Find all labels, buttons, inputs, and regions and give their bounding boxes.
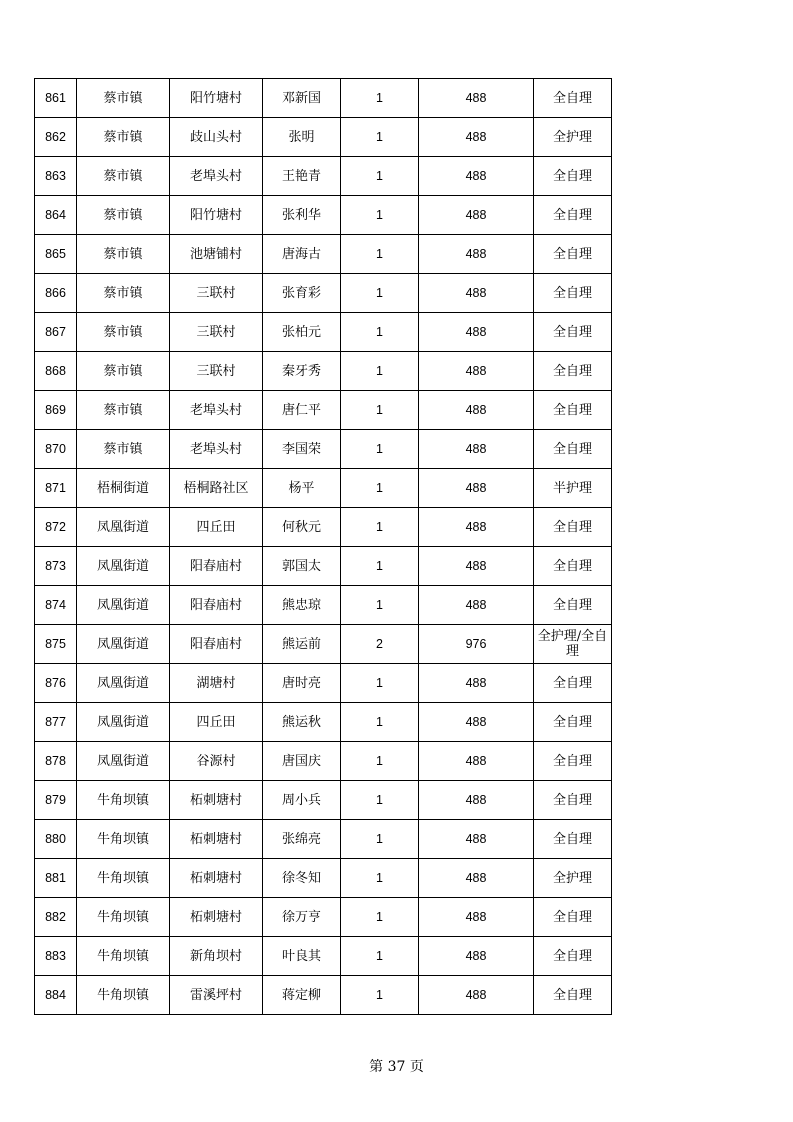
cell-village: 四丘田 xyxy=(170,703,263,742)
cell-serial-number: 874 xyxy=(35,586,77,625)
cell-village: 老埠头村 xyxy=(170,157,263,196)
cell-serial-number: 872 xyxy=(35,508,77,547)
cell-serial-number: 880 xyxy=(35,820,77,859)
cell-village: 梧桐路社区 xyxy=(170,469,263,508)
table-row xyxy=(35,625,612,664)
cell-care-level: 全护理 xyxy=(534,118,612,157)
cell-town: 牛角坝镇 xyxy=(77,937,170,976)
cell-village: 新角坝村 xyxy=(170,937,263,976)
cell-serial-number: 869 xyxy=(35,391,77,430)
cell-care-level: 全自理 xyxy=(534,157,612,196)
cell-person-name: 熊运前 xyxy=(263,625,341,664)
cell-village: 阳竹塘村 xyxy=(170,196,263,235)
cell-amount: 488 xyxy=(419,469,534,508)
cell-town: 牛角坝镇 xyxy=(77,781,170,820)
cell-count: 1 xyxy=(341,820,419,859)
cell-town: 牛角坝镇 xyxy=(77,976,170,1015)
cell-person-name: 周小兵 xyxy=(263,781,341,820)
table-row xyxy=(35,352,612,391)
cell-care-level: 全自理 xyxy=(534,820,612,859)
cell-count: 1 xyxy=(341,976,419,1015)
cell-village: 三联村 xyxy=(170,274,263,313)
table-row xyxy=(35,820,612,859)
cell-village: 柘刺塘村 xyxy=(170,781,263,820)
cell-person-name: 张明 xyxy=(263,118,341,157)
cell-serial-number: 867 xyxy=(35,313,77,352)
cell-person-name: 张柏元 xyxy=(263,313,341,352)
cell-serial-number: 871 xyxy=(35,469,77,508)
cell-amount: 488 xyxy=(419,976,534,1015)
cell-care-level: 全自理 xyxy=(534,664,612,703)
cell-person-name: 李国荣 xyxy=(263,430,341,469)
cell-care-level: 半护理 xyxy=(534,469,612,508)
cell-person-name: 唐海古 xyxy=(263,235,341,274)
cell-amount: 488 xyxy=(419,118,534,157)
table-row xyxy=(35,859,612,898)
cell-village: 三联村 xyxy=(170,352,263,391)
cell-count: 1 xyxy=(341,469,419,508)
table-row xyxy=(35,118,612,157)
cell-person-name: 王艳青 xyxy=(263,157,341,196)
cell-care-level: 全自理 xyxy=(534,703,612,742)
cell-village: 柘刺塘村 xyxy=(170,820,263,859)
cell-amount: 488 xyxy=(419,820,534,859)
cell-amount: 488 xyxy=(419,937,534,976)
cell-care-level: 全自理 xyxy=(534,781,612,820)
cell-amount: 488 xyxy=(419,508,534,547)
cell-person-name: 何秋元 xyxy=(263,508,341,547)
cell-town: 蔡市镇 xyxy=(77,79,170,118)
cell-count: 1 xyxy=(341,937,419,976)
data-table-wrapper xyxy=(34,78,612,1015)
cell-serial-number: 862 xyxy=(35,118,77,157)
cell-town: 蔡市镇 xyxy=(77,430,170,469)
cell-village: 阳竹塘村 xyxy=(170,79,263,118)
cell-amount: 488 xyxy=(419,79,534,118)
table-row xyxy=(35,79,612,118)
cell-town: 蔡市镇 xyxy=(77,274,170,313)
cell-person-name: 蒋定柳 xyxy=(263,976,341,1015)
cell-amount: 976 xyxy=(419,625,534,664)
cell-serial-number: 879 xyxy=(35,781,77,820)
cell-count: 1 xyxy=(341,781,419,820)
cell-care-level: 全自理 xyxy=(534,313,612,352)
cell-town: 蔡市镇 xyxy=(77,235,170,274)
cell-town: 蔡市镇 xyxy=(77,391,170,430)
table-row xyxy=(35,742,612,781)
cell-town: 蔡市镇 xyxy=(77,352,170,391)
cell-amount: 488 xyxy=(419,235,534,274)
cell-serial-number: 866 xyxy=(35,274,77,313)
cell-village: 阳春庙村 xyxy=(170,586,263,625)
cell-amount: 488 xyxy=(419,781,534,820)
cell-count: 1 xyxy=(341,586,419,625)
cell-town: 凤凰街道 xyxy=(77,547,170,586)
cell-village: 柘刺塘村 xyxy=(170,898,263,937)
cell-person-name: 张育彩 xyxy=(263,274,341,313)
cell-serial-number: 865 xyxy=(35,235,77,274)
cell-serial-number: 882 xyxy=(35,898,77,937)
cell-village: 阳春庙村 xyxy=(170,625,263,664)
cell-amount: 488 xyxy=(419,859,534,898)
cell-town: 凤凰街道 xyxy=(77,508,170,547)
cell-village: 阳春庙村 xyxy=(170,547,263,586)
table-row xyxy=(35,196,612,235)
cell-village: 老埠头村 xyxy=(170,391,263,430)
cell-care-level: 全自理 xyxy=(534,196,612,235)
cell-count: 1 xyxy=(341,664,419,703)
cell-amount: 488 xyxy=(419,274,534,313)
cell-town: 蔡市镇 xyxy=(77,157,170,196)
cell-village: 池塘铺村 xyxy=(170,235,263,274)
cell-count: 1 xyxy=(341,430,419,469)
table-row xyxy=(35,313,612,352)
cell-town: 梧桐街道 xyxy=(77,469,170,508)
cell-serial-number: 876 xyxy=(35,664,77,703)
cell-village: 歧山头村 xyxy=(170,118,263,157)
cell-person-name: 熊运秋 xyxy=(263,703,341,742)
cell-serial-number: 883 xyxy=(35,937,77,976)
cell-amount: 488 xyxy=(419,391,534,430)
cell-person-name: 郭国太 xyxy=(263,547,341,586)
cell-care-level: 全自理 xyxy=(534,235,612,274)
cell-person-name: 徐万亨 xyxy=(263,898,341,937)
cell-count: 1 xyxy=(341,79,419,118)
cell-town: 凤凰街道 xyxy=(77,586,170,625)
cell-village: 谷源村 xyxy=(170,742,263,781)
cell-serial-number: 861 xyxy=(35,79,77,118)
cell-count: 1 xyxy=(341,313,419,352)
cell-amount: 488 xyxy=(419,742,534,781)
cell-amount: 488 xyxy=(419,898,534,937)
cell-town: 凤凰街道 xyxy=(77,664,170,703)
cell-amount: 488 xyxy=(419,430,534,469)
table-row xyxy=(35,391,612,430)
table-row xyxy=(35,508,612,547)
table-row xyxy=(35,157,612,196)
table-row xyxy=(35,937,612,976)
cell-serial-number: 877 xyxy=(35,703,77,742)
table-row xyxy=(35,430,612,469)
cell-care-level: 全自理 xyxy=(534,79,612,118)
cell-village: 四丘田 xyxy=(170,508,263,547)
cell-town: 凤凰街道 xyxy=(77,625,170,664)
cell-person-name: 叶良其 xyxy=(263,937,341,976)
table-row xyxy=(35,469,612,508)
cell-person-name: 唐仁平 xyxy=(263,391,341,430)
cell-count: 1 xyxy=(341,742,419,781)
cell-town: 蔡市镇 xyxy=(77,118,170,157)
cell-count: 1 xyxy=(341,508,419,547)
cell-count: 1 xyxy=(341,391,419,430)
table-row xyxy=(35,781,612,820)
cell-care-level: 全自理 xyxy=(534,547,612,586)
cell-care-level: 全护理/全自理 xyxy=(534,625,612,664)
cell-person-name: 唐国庆 xyxy=(263,742,341,781)
cell-amount: 488 xyxy=(419,664,534,703)
cell-care-level: 全自理 xyxy=(534,430,612,469)
cell-village: 老埠头村 xyxy=(170,430,263,469)
cell-town: 凤凰街道 xyxy=(77,742,170,781)
cell-serial-number: 881 xyxy=(35,859,77,898)
cell-village: 雷溪坪村 xyxy=(170,976,263,1015)
cell-town: 牛角坝镇 xyxy=(77,898,170,937)
cell-amount: 488 xyxy=(419,157,534,196)
cell-amount: 488 xyxy=(419,352,534,391)
cell-person-name: 熊忠琼 xyxy=(263,586,341,625)
cell-care-level: 全自理 xyxy=(534,976,612,1015)
cell-amount: 488 xyxy=(419,703,534,742)
cell-count: 1 xyxy=(341,703,419,742)
table-row xyxy=(35,664,612,703)
cell-count: 2 xyxy=(341,625,419,664)
cell-count: 1 xyxy=(341,352,419,391)
cell-serial-number: 863 xyxy=(35,157,77,196)
cell-person-name: 唐时亮 xyxy=(263,664,341,703)
cell-amount: 488 xyxy=(419,586,534,625)
cell-town: 牛角坝镇 xyxy=(77,859,170,898)
table-row xyxy=(35,976,612,1015)
cell-care-level: 全自理 xyxy=(534,898,612,937)
table-row xyxy=(35,898,612,937)
table-body xyxy=(35,79,612,1015)
cell-person-name: 张绵亮 xyxy=(263,820,341,859)
cell-count: 1 xyxy=(341,118,419,157)
cell-person-name: 徐冬知 xyxy=(263,859,341,898)
cell-village: 湖塘村 xyxy=(170,664,263,703)
cell-town: 牛角坝镇 xyxy=(77,820,170,859)
cell-count: 1 xyxy=(341,196,419,235)
cell-count: 1 xyxy=(341,157,419,196)
cell-count: 1 xyxy=(341,859,419,898)
cell-count: 1 xyxy=(341,235,419,274)
cell-town: 凤凰街道 xyxy=(77,703,170,742)
table-row xyxy=(35,547,612,586)
cell-serial-number: 884 xyxy=(35,976,77,1015)
table-row xyxy=(35,703,612,742)
cell-serial-number: 868 xyxy=(35,352,77,391)
cell-amount: 488 xyxy=(419,196,534,235)
table-row xyxy=(35,274,612,313)
table-row xyxy=(35,586,612,625)
data-table xyxy=(34,78,612,1015)
cell-amount: 488 xyxy=(419,547,534,586)
cell-care-level: 全自理 xyxy=(534,391,612,430)
cell-person-name: 张利华 xyxy=(263,196,341,235)
cell-town: 蔡市镇 xyxy=(77,313,170,352)
cell-person-name: 秦牙秀 xyxy=(263,352,341,391)
page-number: 第 37 页 xyxy=(369,1059,424,1075)
cell-care-level: 全自理 xyxy=(534,586,612,625)
cell-serial-number: 864 xyxy=(35,196,77,235)
cell-count: 1 xyxy=(341,898,419,937)
cell-town: 蔡市镇 xyxy=(77,196,170,235)
cell-serial-number: 873 xyxy=(35,547,77,586)
cell-care-level: 全自理 xyxy=(534,352,612,391)
cell-count: 1 xyxy=(341,274,419,313)
cell-count: 1 xyxy=(341,547,419,586)
cell-care-level: 全护理 xyxy=(534,859,612,898)
cell-care-level: 全自理 xyxy=(534,274,612,313)
cell-person-name: 杨平 xyxy=(263,469,341,508)
cell-serial-number: 875 xyxy=(35,625,77,664)
cell-village: 柘刺塘村 xyxy=(170,859,263,898)
cell-village: 三联村 xyxy=(170,313,263,352)
cell-care-level: 全自理 xyxy=(534,742,612,781)
cell-person-name: 邓新国 xyxy=(263,79,341,118)
cell-serial-number: 878 xyxy=(35,742,77,781)
cell-care-level: 全自理 xyxy=(534,508,612,547)
cell-serial-number: 870 xyxy=(35,430,77,469)
cell-amount: 488 xyxy=(419,313,534,352)
table-row xyxy=(35,235,612,274)
cell-care-level: 全自理 xyxy=(534,937,612,976)
